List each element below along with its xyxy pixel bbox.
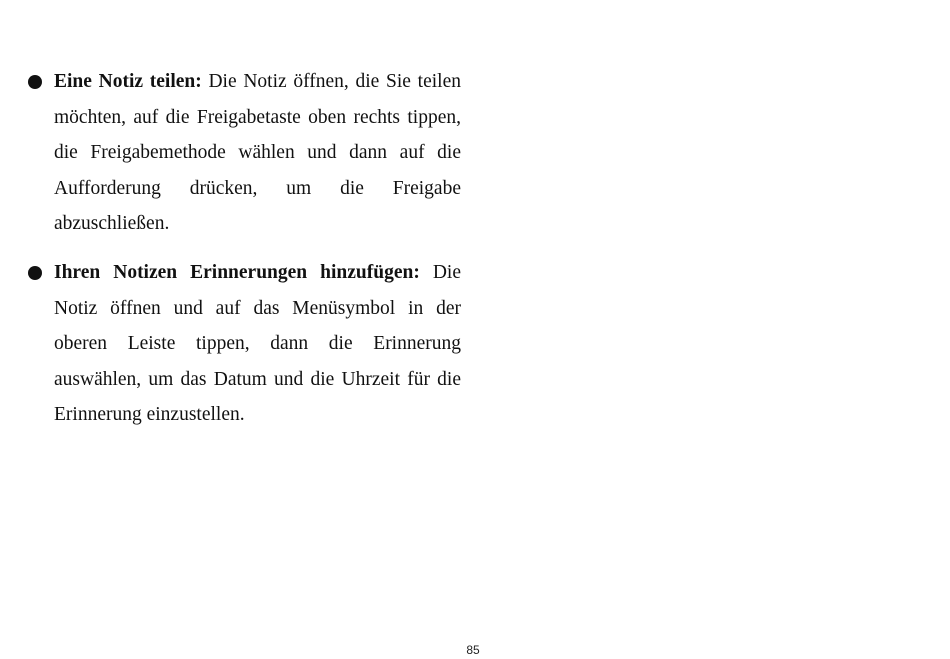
bullet-item-add-reminder (27, 255, 461, 433)
bullet-heading: Eine Notiz teilen: (54, 71, 209, 92)
bullet-text: Die Notiz öffnen und auf das Menüsymbol in der oberen Leiste tippen, dann die Erinnerung auswählen, um das Datum und die Uhrzeit für die Erinnerung einzustellen. (54, 261, 461, 426)
bullet-item-share-note (27, 64, 461, 242)
bullet-text: Die Notiz öffnen, die Sie teilen möchten, auf die Freigabetaste oben rechts tippen, die Freigabemethode wählen und dann auf die Aufforderung drücken, um die Freigabe abzuschließen. (54, 71, 461, 235)
bullet-heading: Ihren Notizen Erinnerungen hinzufügen: (54, 261, 433, 283)
bullet-dot-icon (28, 75, 42, 89)
bullet-dot-icon (28, 266, 42, 280)
page-number: 85 (466, 643, 480, 657)
bullet-list (27, 64, 461, 446)
